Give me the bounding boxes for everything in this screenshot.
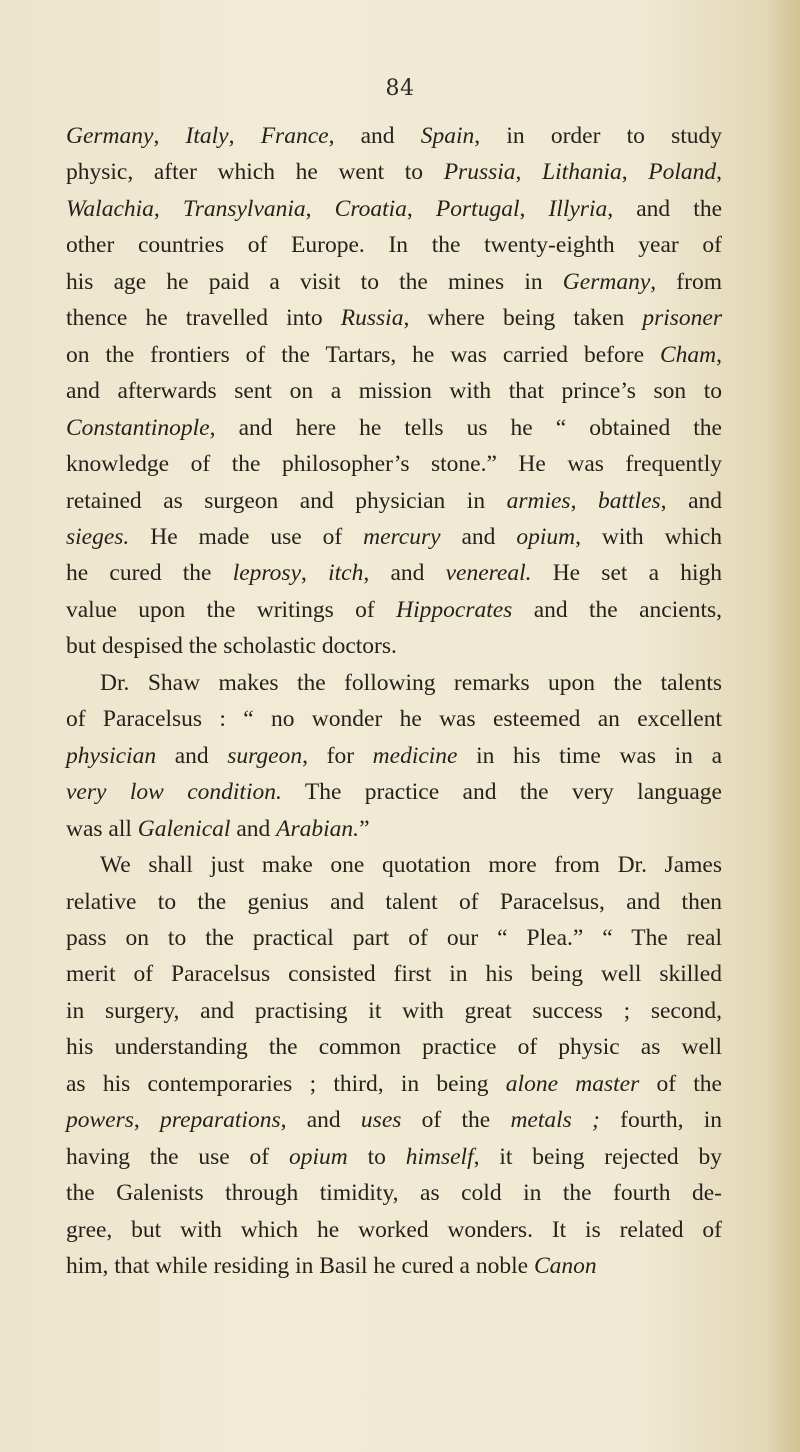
text-line (66, 884, 722, 920)
italic-text: itch (328, 560, 364, 587)
text-line (66, 191, 722, 227)
text-line (66, 956, 722, 992)
text-line (66, 555, 722, 591)
italic-text: Constantinople (66, 414, 210, 441)
text-segment: his age he paid a visit to the mines in (66, 268, 563, 295)
text-segment: Dr. Shaw makes the following remarks upon the talents (100, 669, 722, 696)
italic-text: opium (516, 523, 576, 550)
text-segment: value upon the writings of (66, 596, 397, 623)
text-segment: other countries of Europe. In the twenty-eighth year of (66, 232, 722, 259)
text-segment: to (347, 1143, 406, 1170)
text-segment: , with which (575, 523, 722, 550)
text-segment: , (570, 487, 598, 514)
text-segment: as his contemporaries ; third, in being (66, 1070, 506, 1097)
text-segment: in surgery, and practising it with great success ; second, (66, 997, 722, 1024)
text-segment: was all (66, 815, 138, 842)
text-line (66, 1066, 722, 1102)
text-segment: relative to the genius and talent of Paracelsus, and then (66, 888, 722, 915)
italic-text: powers (66, 1107, 134, 1134)
text-segment: and the ancients, (512, 596, 722, 623)
text-segment: in his time was in a (457, 742, 722, 769)
text-segment: on the frontiers of the Tartars, he was carried before (66, 341, 660, 368)
text-segment: , (621, 159, 649, 186)
italic-text: Transylvania (182, 195, 306, 222)
italic-text: Illyria (548, 195, 608, 222)
text-line (66, 264, 722, 300)
text-segment: his understanding the common practice of physic as well (66, 1034, 722, 1061)
text-segment: , where being taken (403, 305, 643, 332)
text-line (66, 628, 722, 664)
italic-text: Italy (185, 123, 229, 149)
italic-text: Poland (648, 159, 717, 186)
text-line (66, 592, 722, 628)
text-segment: , (153, 195, 183, 222)
text-segment: retained as surgeon and physician in (66, 487, 507, 514)
text-segment: he cured the (66, 560, 233, 587)
body-text (66, 118, 722, 1285)
text-segment: knowledge of the philosopher’s stone.” He was frequently (66, 451, 722, 478)
text-segment: , (515, 159, 543, 186)
italic-text: leprosy (232, 560, 302, 587)
text-line (66, 993, 722, 1029)
text-segment: and (230, 815, 277, 842)
text-segment: pass on to the practical part of our “ Plea.” “ The real (66, 924, 722, 951)
italic-text: Galenical (137, 815, 231, 842)
italic-text: armies (506, 487, 571, 514)
text-line (66, 1248, 722, 1284)
italic-text: Portugal (435, 195, 520, 222)
italic-text: Germany (562, 268, 651, 295)
text-segment: of the (639, 1070, 722, 1097)
text-segment: The practice and the very language (281, 779, 722, 806)
italic-text: battles (598, 487, 661, 514)
italic-text: medicine (372, 742, 458, 769)
text-segment: and (440, 523, 517, 550)
text-segment: of Paracelsus : “ no wonder he was esteemed an excellent (66, 706, 722, 733)
text-line (66, 701, 722, 737)
italic-text: physician (66, 742, 157, 769)
page-number: 84 (385, 76, 415, 101)
italic-text: Hippocrates (396, 596, 513, 623)
text-segment: , from (650, 268, 722, 295)
text-segment: him, that while residing in Basil he cured a noble (66, 1253, 534, 1280)
italic-text: mercury (363, 523, 441, 550)
italic-text: metals ; (510, 1107, 600, 1134)
text-segment: of the (401, 1107, 511, 1134)
text-line (66, 337, 722, 373)
text-segment: , and (280, 1107, 361, 1134)
text-line (66, 446, 722, 482)
italic-text: surgeon (227, 742, 303, 769)
text-segment: ” (359, 815, 370, 842)
text-segment: merit of Paracelsus consisted first in his being well skilled (66, 961, 722, 988)
text-line (66, 811, 722, 847)
text-line (66, 774, 722, 810)
text-segment: , (301, 560, 329, 587)
italic-text: Spain (420, 123, 475, 149)
text-line (66, 373, 722, 409)
page-edge-shadow (766, 0, 800, 1452)
text-segment: fourth, in (599, 1107, 722, 1134)
text-line (66, 118, 722, 154)
italic-text: venereal. (445, 560, 532, 587)
text-segment: , and the (607, 195, 722, 222)
text-line (66, 1139, 722, 1175)
italic-text: himself (405, 1143, 474, 1170)
text-segment: , and (363, 560, 446, 587)
text-line (66, 410, 722, 446)
text-segment: We shall just make one quotation more from Dr. James (100, 852, 722, 879)
italic-text: Russia (340, 305, 404, 332)
text-line (66, 1102, 722, 1138)
text-segment: , (228, 123, 261, 149)
italic-text: Canon (533, 1253, 597, 1280)
italic-text: France (260, 123, 329, 149)
text-segment: but despised the scholastic doctors. (66, 633, 397, 660)
text-segment: and (156, 742, 228, 769)
text-line (66, 519, 722, 555)
text-segment: He made use of (129, 523, 364, 550)
italic-text: Walachia (66, 195, 154, 222)
text-segment: , (406, 195, 436, 222)
text-line (66, 154, 722, 190)
italic-text: sieges. (66, 523, 130, 550)
text-segment: , (133, 1107, 161, 1134)
text-segment: He set a high (531, 560, 723, 587)
italic-text: preparations (160, 1107, 281, 1134)
text-line (66, 300, 722, 336)
text-segment: gree, but with which he worked wonders. It is related of (66, 1216, 722, 1243)
italic-text: Prussia (443, 159, 516, 186)
text-segment: , and here he tells us he “ obtained the (209, 414, 722, 441)
text-line (66, 665, 722, 701)
italic-text: Germany (66, 123, 154, 149)
text-segment: physic, after which he went to (66, 159, 444, 186)
text-segment: , and (328, 123, 421, 149)
italic-text: Cham (659, 341, 717, 368)
text-segment: thence he travelled into (66, 305, 341, 332)
text-line (66, 227, 722, 263)
text-segment: , (519, 195, 549, 222)
text-line (66, 1175, 722, 1211)
text-line (66, 847, 722, 883)
text-line (66, 920, 722, 956)
italic-text: Arabian. (276, 815, 360, 842)
text-segment: and afterwards sent on a mission with that prince’s son to (66, 378, 722, 405)
italic-text: Croatia (334, 195, 407, 222)
text-line (66, 1029, 722, 1065)
italic-text: Lithania (542, 159, 622, 186)
text-line (66, 1212, 722, 1248)
italic-text: very low condition. (66, 779, 282, 806)
text-segment: , (305, 195, 335, 222)
text-segment: , (716, 159, 723, 186)
text-segment: , for (302, 742, 373, 769)
text-line (66, 483, 722, 519)
text-segment: , and (660, 487, 722, 514)
text-segment: , (153, 123, 186, 149)
italic-text: opium (288, 1143, 348, 1170)
text-line (66, 738, 722, 774)
text-segment: , (716, 341, 722, 368)
italic-text: prisoner (642, 305, 722, 332)
italic-text: uses (360, 1107, 402, 1134)
text-segment: , in order to study (474, 123, 723, 149)
text-segment: the Galenists through timidity, as cold in the fourth de- (66, 1180, 722, 1207)
text-segment: , it being rejected by (473, 1143, 723, 1170)
text-segment: having the use of (66, 1143, 289, 1170)
italic-text: alone master (505, 1070, 640, 1097)
